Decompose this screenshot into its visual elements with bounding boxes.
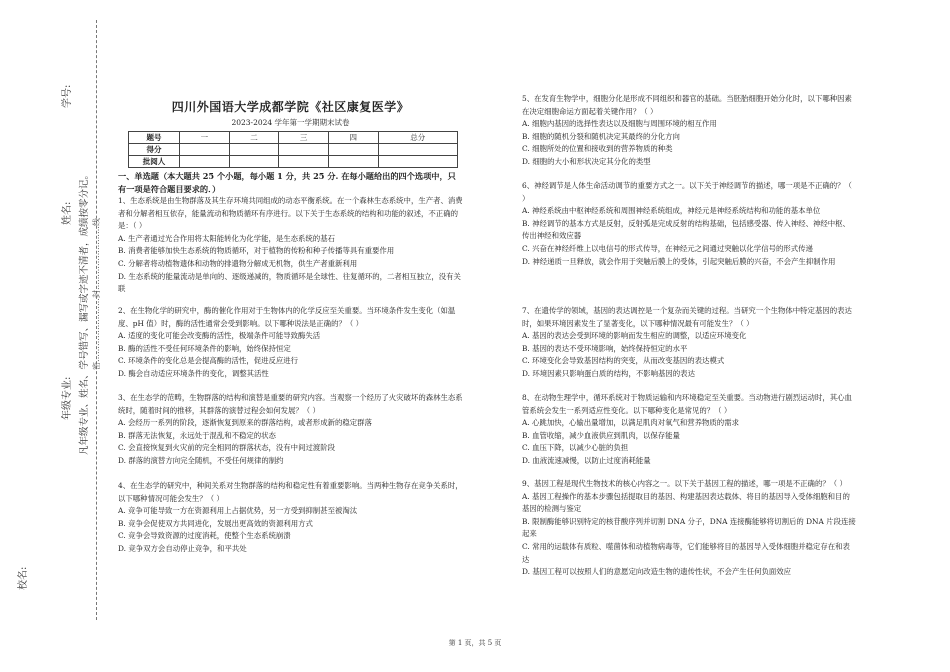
option-c[interactable]: C. 会直接恢复到火灾前的完全相同的群落状态，没有中间过渡阶段 xyxy=(118,443,336,453)
option-a[interactable]: A. 竞争可能导致一方在资源利用上占据优势，另一方受到抑制甚至被淘汰 xyxy=(118,506,358,516)
score-table-row xyxy=(129,144,458,156)
option-d[interactable]: D. 细胞的大小和形状决定其分化的类型 xyxy=(522,156,651,166)
score-cell[interactable] xyxy=(328,156,378,168)
option-b[interactable]: B. 限制酶能够识别特定的核苷酸序列并切割 DNA 分子，DNA 连接酶能够将切割后的 DNA 片段连接起来 xyxy=(522,516,856,539)
score-cell[interactable] xyxy=(229,156,279,168)
option-d[interactable]: D. 环境因素只影响蛋白质的结构，不影响基因的表达 xyxy=(522,368,695,378)
option-b[interactable]: B. 消费者能够加快生态系统的物质循环，对于植物的传粉和种子传播等具有重要作用 xyxy=(118,246,395,256)
question-stem: 5、在发育生物学中，细胞分化是形成不同组织和器官的基础。当胚胎细胞开始分化时，以下哪种因素在决定细胞命运方面起着关键作用？（ ） xyxy=(522,94,852,116)
binding-sidebar xyxy=(0,0,108,672)
option-b[interactable]: B. 竞争会促使双方共同进化，发展出更高效的资源利用方式 xyxy=(118,518,313,528)
question-stem: 9、基因工程是现代生物技术的核心内容之一。以下关于基因工程的描述，哪一项是不正确的？（ ） xyxy=(522,479,847,488)
option-b[interactable]: B. 神经调节的基本方式是反射，反射弧是完成反射的结构基础，包括感受器、传入神经、神经中枢、传出神经和效应器 xyxy=(522,218,850,241)
option-a[interactable]: A. 生产者通过光合作用将太阳能转化为化学能，是生态系统的基石 xyxy=(118,233,335,243)
option-d[interactable]: D. 酶会自动适应环境条件的变化，调整其活性 xyxy=(118,368,269,378)
question-1 xyxy=(118,195,463,296)
name-label: 姓名: xyxy=(62,201,73,225)
score-cell[interactable] xyxy=(180,156,230,168)
score-header-cell: 一 xyxy=(180,132,230,144)
option-a[interactable]: A. 心跳加快，心输出量增加，以满足肌肉对氧气和营养物质的需求 xyxy=(522,418,739,428)
score-table-row xyxy=(129,156,458,168)
option-a[interactable]: A. 神经系统由中枢神经系统和周围神经系统组成，神经元是神经系统结构和功能的基本单位 xyxy=(522,206,821,216)
option-d[interactable]: D. 基因工程可以按照人们的意愿定向改造生物的遗传性状，不会产生任何负面效应 xyxy=(522,567,792,577)
score-cell[interactable] xyxy=(279,144,329,156)
score-cell[interactable] xyxy=(328,144,378,156)
score-header-cell: 总分 xyxy=(378,132,457,144)
question-8 xyxy=(522,392,857,468)
question-2 xyxy=(118,305,463,381)
question-stem: 4、在生态学的研究中，种间关系对生物群落的结构和稳定性有着重要影响。当两种生物存在竞争关系时，以下哪种情况可能会发生？（ ） xyxy=(118,481,463,503)
question-stem: 1、生态系统是由生物群落及其生存环境共同组成的动态平衡系统。在一个森林生态系统中，生产者、消费者和分解者相互依存，能量流动和物质循环有序进行。以下关于生态系统的结构和功能的叙述，不正确的是：（ ） xyxy=(118,196,463,231)
option-c[interactable]: C. 血压下降，以减少心脏的负担 xyxy=(522,443,629,453)
score-cell[interactable] xyxy=(378,144,457,156)
school-label: 校名: xyxy=(18,566,29,590)
question-stem: 8、在动物生理学中，循环系统对于物质运输和内环境稳定至关重要。当动物进行剧烈运动时，其心血管系统会发生一系列适应性变化。以下哪种变化是常见的？（ ） xyxy=(522,393,852,415)
score-cell[interactable] xyxy=(279,156,329,168)
question-9 xyxy=(522,478,857,579)
option-c[interactable]: C. 细胞所处的位置和接收到的营养物质的种类 xyxy=(522,144,673,154)
score-cell[interactable] xyxy=(378,156,457,168)
score-row-label: 批阅人 xyxy=(129,156,180,168)
question-6 xyxy=(522,180,857,268)
question-5 xyxy=(522,93,857,169)
score-table xyxy=(128,131,458,168)
option-c[interactable]: C. 环境变化会导致基因结构的突变，从而改变基因的表达模式 xyxy=(522,356,725,366)
score-header-cell: 题号 xyxy=(129,132,180,144)
option-a[interactable]: A. 细胞内基因的选择性表达以及细胞与周围环境的相互作用 xyxy=(522,119,717,129)
page-footer: 第 1 页，共 5 页 xyxy=(448,639,502,647)
score-cell[interactable] xyxy=(229,144,279,156)
exam-no-label: 学号: xyxy=(62,84,73,108)
question-3 xyxy=(118,392,463,468)
question-stem: 6、神经调节是人体生命活动调节的重要方式之一。以下关于神经调节的描述，哪一项是不正确的？（ ） xyxy=(522,181,852,203)
option-a[interactable]: A. 基因的表达会受到环境的影响而发生相应的调整，以适应环境变化 xyxy=(522,331,747,341)
option-c[interactable]: C. 常用的运载体有质粒、噬菌体和动植物病毒等，它们能够将目的基因导入受体细胞并稳定存在和表达 xyxy=(522,541,850,564)
option-d[interactable]: D. 神经递质一旦释放，就会作用于突触后膜上的受体，引起突触后膜的兴奋，不会产生抑制作用 xyxy=(522,256,836,266)
option-a[interactable]: A. 基因工程操作的基本步骤包括提取目的基因、构建基因表达载体、将目的基因导入受体细胞和目的基因的检测与鉴定 xyxy=(522,491,850,514)
option-b[interactable]: B. 基因的表达不受环境影响，始终保持恒定的水平 xyxy=(522,343,688,353)
score-header-cell: 三 xyxy=(279,132,329,144)
question-4 xyxy=(118,480,463,556)
score-row-label: 得分 xyxy=(129,144,180,156)
exam-title: 四川外国语大学成都学院《社区康复医学》 xyxy=(171,100,410,114)
option-a[interactable]: A. 会经历一系列的阶段，逐渐恢复到原来的群落结构，或者形成新的稳定群落 xyxy=(118,418,372,428)
option-c[interactable]: C. 环境条件的变化总是会提高酶的活性，促进反应进行 xyxy=(118,356,299,366)
option-b[interactable]: B. 酶的活性不受任何环境条件的影响，始终保持恒定 xyxy=(118,343,291,353)
score-header-cell: 四 xyxy=(328,132,378,144)
warning-line: 凡年级专业、姓名、学号错写、漏写或字迹不清者，成绩按零分记。 xyxy=(79,169,90,455)
score-header-cell: 二 xyxy=(229,132,279,144)
score-cell[interactable] xyxy=(180,144,230,156)
exam-subtitle: 2023-2024 学年第一学期期末试卷 xyxy=(231,118,350,127)
option-b[interactable]: B. 血管收缩，减少血液供应到肌肉，以保存能量 xyxy=(522,430,680,440)
major-label: 年级专业: xyxy=(62,376,73,420)
question-stem: 3、在生态学的范畴，生物群落的结构和演替是重要的研究内容。当观察一个经历了火灾破坏的森林生态系统时，随着时间的推移，其群落的演替过程会如何发展？（ ） xyxy=(118,393,463,415)
section-heading: 一、单选题（本大题共 25 个小题，每小题 1 分，共 25 分. 在每小题给出的四个选项中，只有一项是符合题目要求的．） xyxy=(118,171,456,194)
option-d[interactable]: D. 血液流速减慢，以防止过度消耗能量 xyxy=(522,455,651,465)
seal-line-text: 密……………………封……………………线 xyxy=(92,218,101,370)
option-d[interactable]: D. 竞争双方会自动停止竞争，和平共处 xyxy=(118,543,247,553)
option-c[interactable]: C. 竞争会导致资源的过度消耗，使整个生态系统崩溃 xyxy=(118,531,291,541)
question-stem: 2、在生物化学的研究中，酶的催化作用对于生物体内的化学反应至关重要。当环境条件发生变化（如温度、pH 值）时，酶的活性通常会受到影响。以下哪种说法是正确的？（ ） xyxy=(118,306,456,328)
option-b[interactable]: B. 细胞的随机分裂和随机决定其最终的分化方向 xyxy=(522,131,680,141)
option-d[interactable]: D. 群落的演替方向完全随机，不受任何规律的制约 xyxy=(118,455,284,465)
option-c[interactable]: C. 分解者将动植物遗体和动物的排遗物分解成无机物，供生产者重新利用 xyxy=(118,258,358,268)
score-table-header-row xyxy=(129,132,458,144)
option-a[interactable]: A. 适度的变化可能会改变酶的活性，极端条件可能导致酶失活 xyxy=(118,331,321,341)
question-7 xyxy=(522,305,857,381)
option-d[interactable]: D. 生态系统的能量流动是单向的、逐级递减的，物质循环是全球性、往复循环的，二者相互独立，没有关联 xyxy=(118,271,461,294)
question-stem: 7、在遗传学的领域，基因的表达调控是一个复杂而关键的过程。当研究一个生物体中特定基因的表达时，如果环境因素发生了显著变化，以下哪种情况最有可能发生？（ ） xyxy=(522,306,852,328)
option-b[interactable]: B. 群落无法恢复，永远处于混乱和不稳定的状态 xyxy=(118,430,276,440)
option-c[interactable]: C. 兴奋在神经纤维上以电信号的形式传导，在神经元之间通过突触以化学信号的形式传递 xyxy=(522,243,813,253)
